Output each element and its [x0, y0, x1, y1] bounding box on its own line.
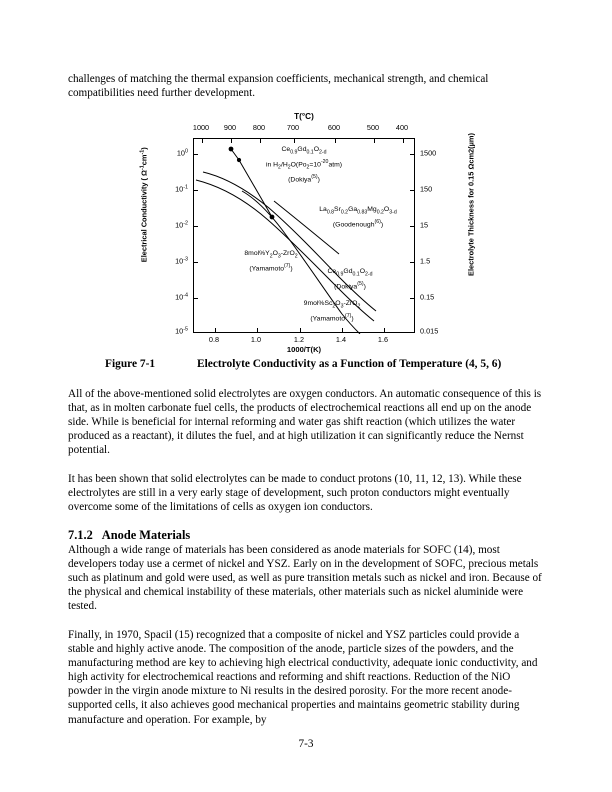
y-tick-e-5: $10^{-5}$ — [175, 326, 188, 336]
figure-caption — [68, 358, 546, 370]
paragraph-4: Finally, in 1970, Spacil (15) recognized that a composite of nickel and YSZ particles could provide a stable and highly active anode. The composition of the anode, particle sizes of the powders, and the manufacturing method are key to achieving high electrical conductivity, adequate ionic conductivity, and high activity for electrochemical reactions and reforming and shift reactions. Reduction of the NiO powder in the virgin anode mixture to Ni results in the desired porosity. For the more recent anode-supported cells, it also achieves good mechanical properties and maintains geometric stability during manufacture and operation. For example, by — [68, 629, 538, 726]
annotation-lsgm-line1: $La_{0.8}Sr_{0.2}Ga_{0.83}Mg_{0.2}O_{3-d}$ — [319, 206, 397, 216]
annotation-ceria-gd-line1: $Ce_{0.9}Gd_{0.1}O_{2-d}$ — [327, 268, 373, 278]
figure-caption-text: Electrolyte Conductivity as a Function of Temperature (4, 5, 6) — [197, 358, 502, 370]
x-tick-1-6: 1.6 — [377, 335, 389, 344]
annotation-ysz-line2: (Yamamoto$^{(7)}$) — [249, 262, 293, 273]
y2-tick-15: 15 — [420, 220, 429, 230]
paragraph-2: It has been shown that solid electrolytes can be made to conduct protons (10, 11, 12, 13). While these electrolytes are still in a very early stage of development, such proton conductors might eventually overcome some of the limitations of cells as oxygen ion conductors. — [68, 473, 522, 514]
top-tick-500: 500 — [366, 123, 380, 132]
figure-caption-label: Figure 7-1 — [105, 358, 156, 370]
annotation-lsgm — [302, 205, 414, 230]
page-number: 7-3 — [298, 738, 314, 750]
paragraph-1: All of the above-mentioned solid electrolytes are oxygen conductors. An automatic consequence of this is that, as in molten carbonate fuel cells, the products of electrochemical reactions all end up on the anode side. While is beneficial for internal reforming and water gas shift reaction (which utilizes the water produced as a reactant), it dilutes the fuel, and at high utilization it can significantly reduce the Nernst potential. — [68, 388, 542, 457]
x-tick-0-8: 0.8 — [208, 335, 220, 344]
chart-plot-area — [193, 138, 415, 333]
y-tick-e-3: $10^{-3}$ — [175, 256, 188, 266]
series-ceria-h2-marker-2 — [237, 158, 241, 162]
chart-y-tick-labels — [149, 138, 191, 336]
y2-tick-150: 150 — [420, 184, 433, 194]
y-tick-e-2: $10^{-2}$ — [175, 220, 188, 230]
annotation-lsgm-line2: (Goodenough$^{(6)}$) — [332, 218, 384, 229]
top-tick-600: 600 — [327, 123, 341, 132]
annotation-scsz-line1: $9mol\%Sc_2O_3-ZrO_2$ — [303, 300, 361, 310]
y2-tick-0-015: 0.015 — [420, 326, 439, 336]
annotation-ceria-h2-line3: (Dokiya$^{(5)}$) — [288, 174, 320, 184]
chart-y2-tick-labels — [417, 138, 461, 336]
y-tick-e0: $10^0$ — [176, 148, 188, 158]
section-heading-number: 7.1.2 — [68, 528, 93, 542]
annotation-ceria-h2-line1: $Ce_{0.9}Gd_{0.1}O_{2-d}$ — [281, 146, 327, 156]
chart-y-axis-title: Electrical Conductivity ( $\Omega^{-1}cm^{-1}$) — [139, 147, 149, 263]
y2-tick-1-5: 1.5 — [420, 256, 431, 266]
annotation-ceria-h2 — [242, 145, 366, 185]
y2-tick-1500: 1500 — [420, 148, 437, 158]
annotation-ceria-gd-line2: (Dokiya$^{(5)}$) — [334, 280, 366, 291]
series-ceria-h2-marker-1 — [229, 147, 234, 152]
top-tick-700: 700 — [286, 123, 300, 132]
annotation-ysz-line1: $8mol\%Y_2O_3-ZrO_2$ — [244, 250, 298, 260]
annotation-ceria-gd — [304, 267, 396, 292]
top-tick-1000: 1000 — [192, 123, 210, 132]
top-tick-400: 400 — [395, 123, 409, 132]
x-tick-1-2: 1.2 — [293, 335, 305, 344]
top-tick-800: 800 — [252, 123, 266, 132]
y-tick-e-1: $10^{-1}$ — [175, 184, 188, 194]
paragraph-intro: challenges of matching the thermal expansion coefficients, mechanical strength, and chemical compatibilities need further development. — [68, 73, 489, 100]
chart-top-axis-title: T(°C) — [294, 112, 314, 121]
figure-7-1 — [115, 112, 485, 352]
chart-top-tick-labels — [193, 123, 415, 137]
paragraph-3: Although a wide range of materials has been considered as anode materials for SOFC (14), most developers today use a cermet of nickel and YSZ. Early on in the development of SOFC, precious metals such as platinum and gold were used, as well as pure transition metals such as nickel and iron. Because of the physical and chemical instability of these materials, other materials such as nickel aluminide were tested. — [68, 544, 542, 613]
chart-y2-axis-title: Electrolyte Thickness for 0.15 Ωcm2(µm) — [466, 133, 476, 276]
x-tick-1-4: 1.4 — [335, 335, 347, 344]
y2-tick-0-15: 0.15 — [420, 292, 435, 302]
section-heading — [68, 528, 546, 543]
annotation-scsz — [282, 299, 382, 324]
section-heading-title: Anode Materials — [101, 528, 191, 542]
top-tick-900: 900 — [223, 123, 237, 132]
annotation-ceria-h2-line2: in $H_2/H_2O(Po_2=10^{-20}atm)$ — [265, 158, 343, 171]
chart-x-axis-title: 1000/T(K) — [286, 345, 322, 354]
y-tick-e-4: $10^{-4}$ — [175, 292, 188, 302]
x-tick-1-0: 1.0 — [250, 335, 262, 344]
annotation-scsz-line2: (Yamamoto$^{(7)}$) — [310, 312, 354, 323]
